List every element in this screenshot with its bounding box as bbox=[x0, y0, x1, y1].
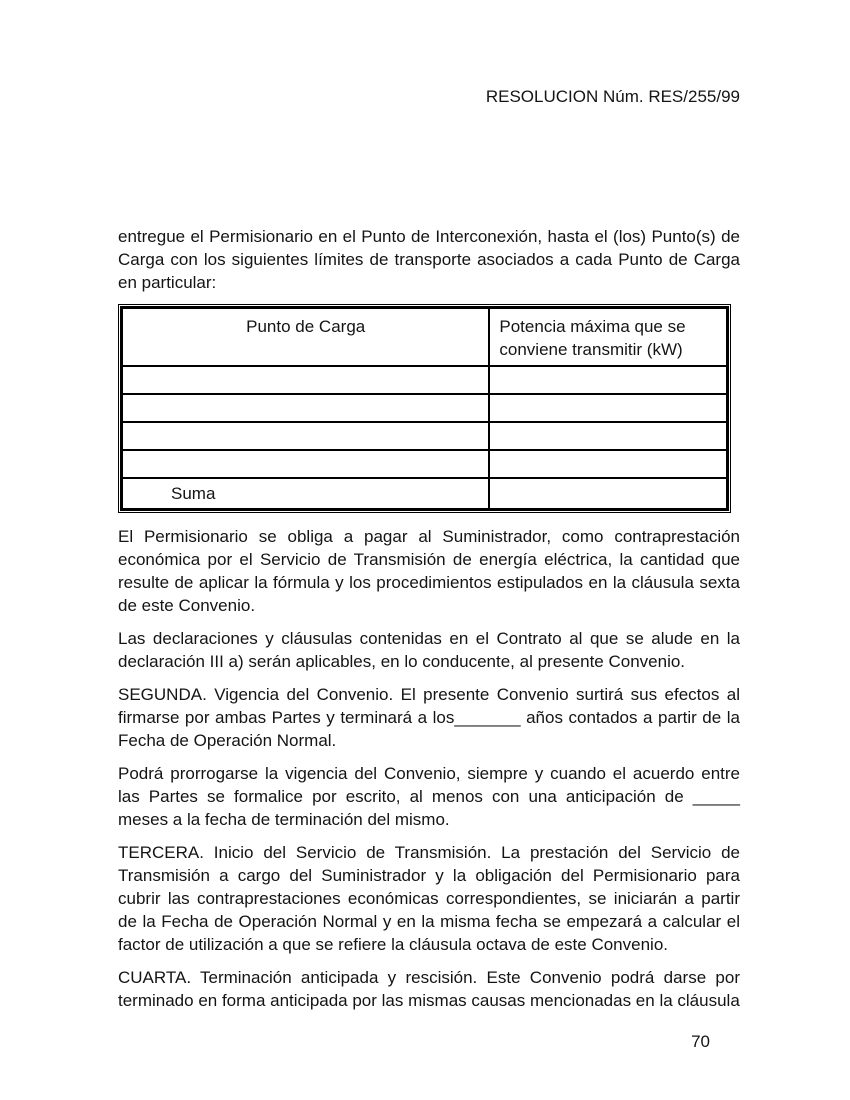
load-points-table-grid bbox=[120, 306, 729, 511]
table-cell-potencia bbox=[489, 366, 727, 394]
table-header-potencia-maxima: Potencia máxima que se conviene transmitir (kW) bbox=[489, 308, 727, 367]
paragraph-pago: El Permisionario se obliga a pagar al Suministrador, como contraprestación económica por el Servicio de Transmisión de energía eléctrica, la cantidad que resulte de aplicar la fórmula y los procedimientos estipulados en la cláusula sexta de este Convenio. bbox=[118, 527, 740, 615]
table-row bbox=[122, 394, 728, 422]
table-header-row bbox=[122, 308, 728, 367]
content-column bbox=[118, 0, 740, 1053]
paragraph-prorroga: Podrá prorrogarse la vigencia del Convenio, siempre y cuando el acuerdo entre las Partes se formalice por escrito, al menos con una anticipación de _____ meses a la fecha de terminación del mismo. bbox=[118, 764, 740, 829]
table-suma-label: Suma bbox=[122, 478, 490, 510]
table-row bbox=[122, 450, 728, 478]
paragraph-intro: entregue el Permisionario en el Punto de Interconexión, hasta el (los) Punto(s) de Carga con los siguientes límites de transporte asociados a cada Punto de Carga en particular: bbox=[118, 227, 740, 292]
paragraph-declaraciones: Las declaraciones y cláusulas contenidas en el Contrato al que se alude en la declaración III a) serán aplicables, en lo conducente, al presente Convenio. bbox=[118, 629, 740, 671]
paragraph-clausula-tercera: TERCERA. Inicio del Servicio de Transmisión. La prestación del Servicio de Transmisión a cargo del Suministrador y la obligación del Permisionario para cubrir las contraprestaciones económicas correspondientes, se iniciarán a partir de la Fecha de Operación Normal y en la misma fecha se empezará a calcular el factor de utilización a que se refiere la cláusula octava de este Convenio. bbox=[118, 843, 740, 954]
table-cell-punto bbox=[122, 422, 490, 450]
table-header-punto-de-carga: Punto de Carga bbox=[122, 308, 490, 367]
page-number: 70 bbox=[691, 1032, 710, 1051]
table-cell-potencia bbox=[489, 394, 727, 422]
table-row-suma bbox=[122, 478, 728, 510]
table-cell-punto bbox=[122, 450, 490, 478]
table-cell-punto bbox=[122, 394, 490, 422]
table-cell-punto bbox=[122, 366, 490, 394]
table-cell-potencia bbox=[489, 450, 727, 478]
table-cell-potencia bbox=[489, 422, 727, 450]
paragraph-clausula-segunda: SEGUNDA. Vigencia del Convenio. El presente Convenio surtirá sus efectos al firmarse por ambas Partes y terminará a los_______ años contados a partir de la Fecha de Operación Normal. bbox=[118, 685, 740, 750]
document-title: RESOLUCION Núm. RES/255/99 bbox=[485, 87, 740, 106]
paragraph-clausula-cuarta: CUARTA. Terminación anticipada y rescisión. Este Convenio podrá darse por terminado en forma anticipada por las mismas causas mencionadas en la cláusula bbox=[118, 968, 740, 1010]
table-row bbox=[122, 366, 728, 394]
load-points-table bbox=[118, 304, 731, 513]
table-row bbox=[122, 422, 728, 450]
table-suma-value bbox=[489, 478, 727, 510]
